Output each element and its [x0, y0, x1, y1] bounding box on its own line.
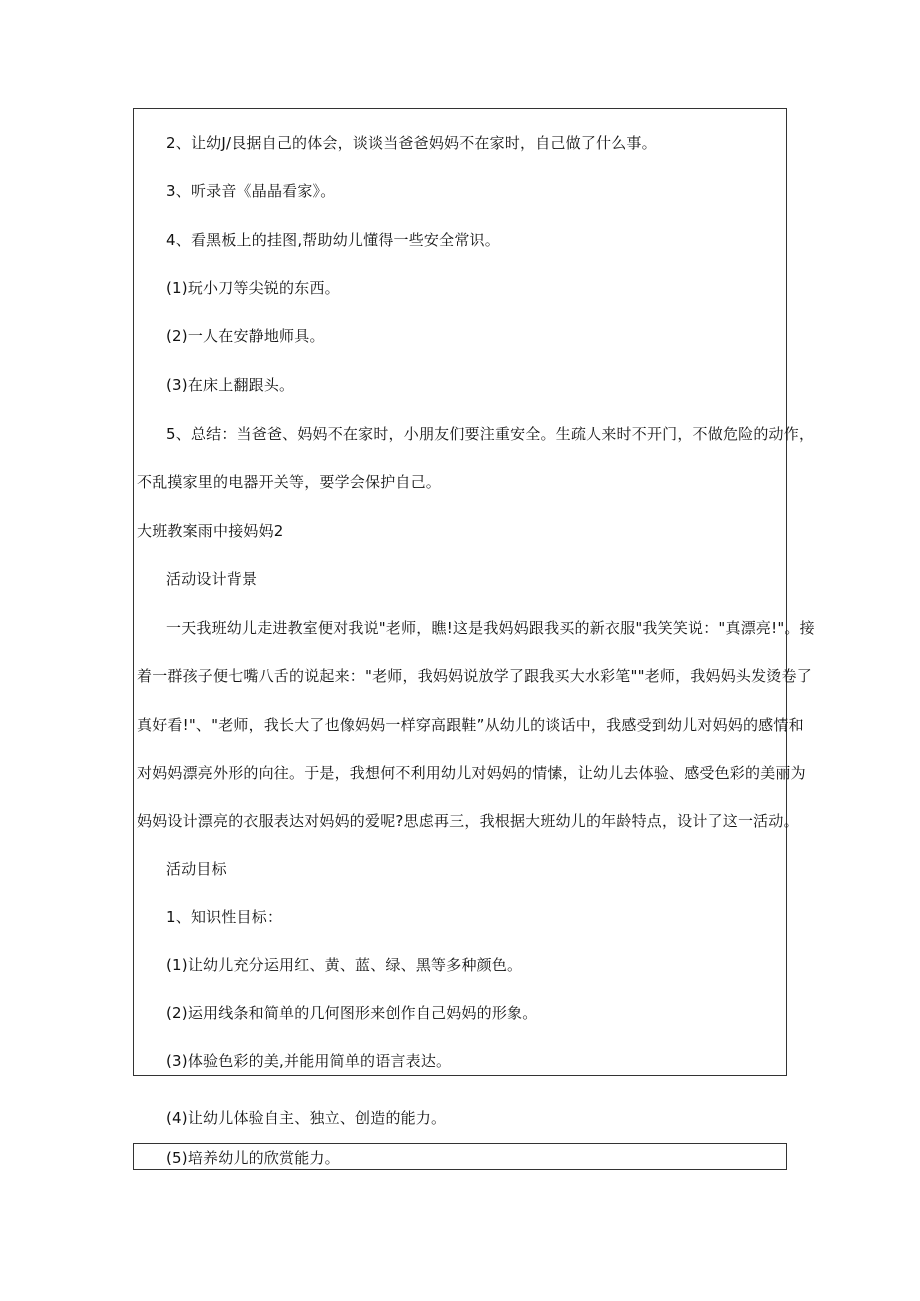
goal-subheading: 1、知识性目标：	[166, 908, 283, 926]
paragraph-line: 一天我班幼儿走进教室便对我说"老师，瞧!这是我妈妈跟我买的新衣服"我笑笑说："真漂亮!"。接	[166, 619, 815, 637]
list-item: 3、听录音《晶晶看家》。	[166, 182, 336, 200]
goal-item: (3)体验色彩的美,并能用简单的语言表达。	[166, 1052, 452, 1070]
goal-item: (5)培养幼儿的欣赏能力。	[166, 1149, 340, 1167]
list-item: 2、让幼J/艮据自己的体会，谈谈当爸爸妈妈不在家时，自己做了什么事。	[166, 134, 657, 152]
paragraph-line: 着一群孩子便七嘴八舌的说起来："老师，我妈妈说放学了跟我买大水彩笔""老师，我妈妈头发烫卷了	[137, 667, 812, 685]
goal-item: (2)运用线条和简单的几何图形来创作自己妈妈的形象。	[166, 1004, 538, 1022]
list-item: (2)一人在安静地师具。	[166, 327, 325, 345]
paragraph-line: 对妈妈漂亮外形的向往。于是，我想何不利用幼儿对妈妈的情愫，让幼儿去体验、感受色彩的美丽为	[137, 764, 806, 782]
list-item: (1)玩小刀等尖锐的东西。	[166, 279, 340, 297]
paragraph-line: 真好看!"、"老师，我长大了也像妈妈一样穿高跟鞋”从幼儿的谈话中，我感受到幼儿对妈妈的感情和	[137, 716, 804, 734]
summary-line-2: 不乱摸家里的电器开关等，要学会保护自己。	[137, 473, 442, 491]
summary-line-1: 5、总结：当爸爸、妈妈不在家时，小朋友们要注重安全。生疏人来时不开门，不做危险的动作，	[166, 425, 815, 443]
goal-heading: 活动目标	[166, 860, 227, 878]
goal-item: (1)让幼儿充分运用红、黄、蓝、绿、黑等多种颜色。	[166, 956, 523, 974]
list-item: 4、看黑板上的挂图,帮助幼儿懂得一些安全常识。	[166, 231, 500, 249]
background-heading: 活动设计背景	[166, 570, 258, 588]
content-table-frame	[133, 108, 787, 1076]
paragraph-line: 妈妈设计漂亮的衣服表达对妈妈的爱呢?思虑再三，我根据大班幼儿的年龄特点，设计了这一活动。	[137, 812, 799, 830]
list-item: (3)在床上翻跟头。	[166, 376, 295, 394]
goal-item: (4)让幼儿体验自主、独立、创造的能力。	[166, 1109, 447, 1127]
section-title: 大班教案雨中接妈妈2	[137, 522, 284, 540]
